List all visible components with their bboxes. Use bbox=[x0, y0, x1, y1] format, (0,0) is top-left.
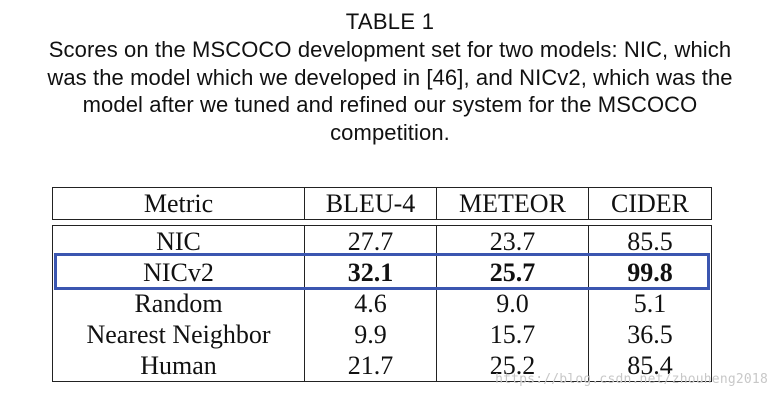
caption-text bbox=[20, 36, 760, 146]
cell-bleu4: 32.1 bbox=[305, 257, 437, 288]
table-row bbox=[53, 226, 712, 258]
cell-bleu4: 27.7 bbox=[305, 226, 437, 258]
cell-meteor: 25.7 bbox=[437, 257, 589, 288]
cell-metric: Random bbox=[53, 288, 305, 319]
cell-bleu4: 9.9 bbox=[305, 319, 437, 350]
cell-metric: Nearest Neighbor bbox=[53, 319, 305, 350]
caption-line: was the model which we developed in [46], and NICv2, which was the bbox=[47, 64, 733, 90]
header-meteor: METEOR bbox=[437, 188, 589, 220]
caption-line: Scores on the MSCOCO development set for two models: NIC, which bbox=[48, 37, 732, 62]
cell-meteor: 9.0 bbox=[437, 288, 589, 319]
table-row-highlighted bbox=[53, 257, 712, 288]
cell-metric: NICv2 bbox=[53, 257, 305, 288]
cell-cider: 85.4 bbox=[589, 350, 712, 382]
cell-metric: Human bbox=[53, 350, 305, 382]
header-cider: CIDER bbox=[589, 188, 712, 220]
caption-line: model after we tuned and refined our system for the MSCOCO bbox=[82, 92, 698, 117]
results-table bbox=[52, 187, 712, 382]
watermark-text: https://blog.csdn.net/zhouheng2018 bbox=[495, 372, 768, 387]
cell-cider: 5.1 bbox=[589, 288, 712, 319]
cell-meteor: 15.7 bbox=[437, 319, 589, 350]
table-row bbox=[53, 288, 712, 319]
cell-metric: NIC bbox=[53, 226, 305, 258]
header-metric: Metric bbox=[53, 188, 305, 220]
table-header-row bbox=[53, 188, 712, 220]
cell-meteor: 23.7 bbox=[437, 226, 589, 258]
cell-meteor: 25.2 bbox=[437, 350, 589, 382]
caption-line: competition. bbox=[330, 119, 450, 145]
cell-cider: 36.5 bbox=[589, 319, 712, 350]
cell-bleu4: 21.7 bbox=[305, 350, 437, 382]
table-row bbox=[53, 319, 712, 350]
table-title: TABLE 1 bbox=[345, 9, 435, 34]
header-bleu4: BLEU-4 bbox=[305, 188, 437, 220]
table-caption bbox=[0, 8, 780, 146]
cell-cider: 99.8 bbox=[589, 257, 712, 288]
cell-bleu4: 4.6 bbox=[305, 288, 437, 319]
cell-cider: 85.5 bbox=[589, 226, 712, 258]
